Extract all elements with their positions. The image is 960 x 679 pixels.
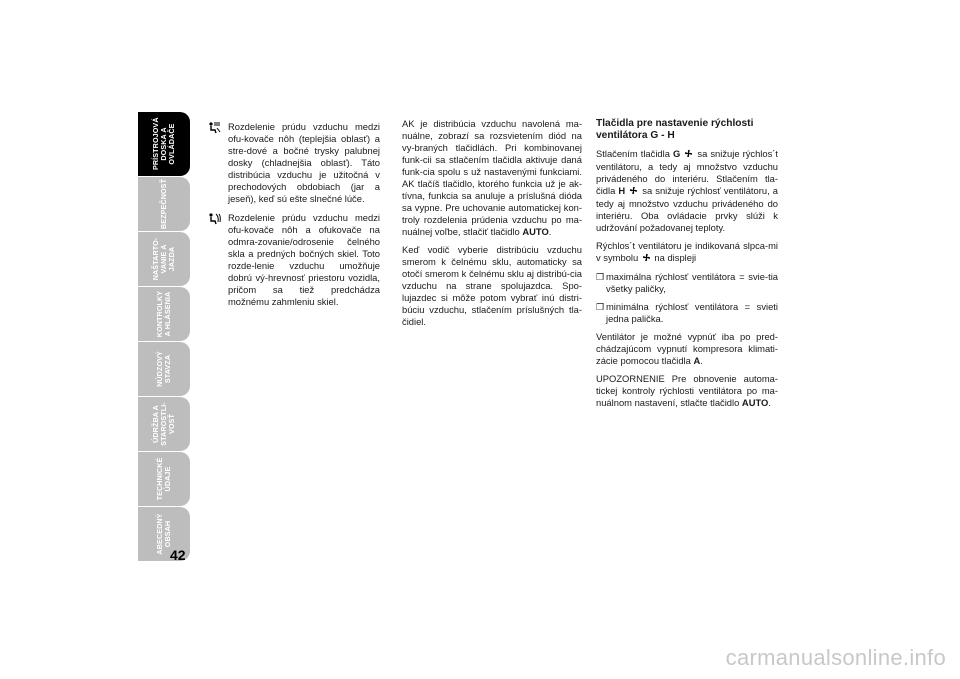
fan-icon: [684, 149, 693, 161]
auto-button-label: AUTO: [522, 226, 549, 237]
tab-label: BEZPEČNOSŤ: [159, 178, 168, 230]
paragraph: Ventilátor je možné vypnúť iba po pred-chádzajúcom vypnutí kompresora klimati-zácie pomocou tlačidla A.: [596, 331, 778, 366]
tab-technicke-udaje[interactable]: [138, 452, 190, 506]
fan-icon: [629, 186, 638, 198]
list-item: ❒ maximálna rýchlosť ventilátora = svie-tia všetky paličky,: [596, 271, 778, 294]
paragraph: UPOZORNENIE Pre obnovenie automa-tickej kontroly rýchlosti ventilátora po ma-nuálnom nastavení, stlačte tlačidlo AUTO.: [596, 373, 778, 408]
section-title: Tlačidla pre nastavenie rýchlosti ventilátora G - H: [596, 118, 754, 141]
item-text: Rozdelenie prúdu vzduchu medzi ofu-kovače nôh a ofukovače na odmra-zovanie/odrosenie čelného skla a predných bočných skiel. Toto rozde-lenie vzduchu umožňuje dobrú vý-hrevnosť priestoru vozidla, pričom sa tiež predchádza možnému zahmleniu skiel.: [228, 212, 380, 307]
tab-nastartovanie[interactable]: [138, 232, 190, 286]
watermark: carmanualsonline.info: [725, 645, 946, 670]
tab-label: ÚDRŽBA A STAROSTLI- VOSŤ: [151, 402, 176, 446]
paragraph: Stlačením tlačidla G sa snižuje rýchlos´t ventilátoru, a tedy aj množstvo vzduchu privádeného do interiéru. Stlačením tla-čidla H sa snižuje rýchlosť ventilátoru, a tedy aj množstvo vzduchu privádeného do interiéru. Oba ovládacie prvky slúži k udržování požadovanej teploty.: [596, 148, 779, 233]
fan-icon: [642, 253, 651, 265]
tab-udrzba[interactable]: [138, 397, 190, 451]
list-item: [208, 121, 380, 205]
list-item: ❒ minimálna rýchlosť ventilátora = svieti jedna palička.: [596, 301, 778, 324]
paragraph: Keď vodič vyberie distribúciu vzduchu smerom k čelnému sklu, automaticky sa otočí smerom k čelnému sklu aj distribú-cia vzduchu na strane spolujazdca. Spo-lujazdec si môže potom vybrať inú distri-búciu vzduchu, stlačením príslušných tla-čidiel.: [402, 244, 582, 327]
button-h-label: H: [618, 185, 626, 196]
button-a-label: A: [693, 355, 701, 366]
page-number: 42: [170, 547, 186, 563]
tab-label: ABECEDNÝ OBSAH: [155, 513, 172, 555]
tab-label: NÚDZOVÝ STAVZA: [155, 351, 172, 387]
tab-bezpecnost[interactable]: [138, 177, 190, 231]
column-3: [596, 118, 778, 415]
tab-pristrojova-doska[interactable]: [138, 112, 190, 176]
checkbox-bullet-icon: ❒: [596, 302, 605, 312]
tab-label: TECHNICKÉ ÚDAJE: [155, 457, 172, 501]
tab-label: KONTROLKY A HLÁSENIA: [155, 290, 172, 338]
tab-nudzovy-stav[interactable]: [138, 342, 190, 396]
air-distribution-feet-windshield-icon: [208, 212, 228, 308]
list-item: [208, 212, 380, 308]
tab-label: NAŠTARTO- VANIE A JAZDA: [151, 237, 176, 281]
auto-button-label: AUTO: [741, 397, 769, 408]
item-text: Rozdelenie prúdu vzduchu medzi ofu-kovače nôh (teplejšia oblasť) a stre-dové a bočné trysky palubnej dosky (chladnejšia oblasť). Táto distribúcia vzduchu je užitočná v prechodových obdobiach (jar a jeseň), keď sú ešte slnečné lúče.: [228, 121, 380, 204]
column-1: [208, 121, 380, 315]
tab-kontrolky[interactable]: [138, 287, 190, 341]
checkbox-bullet-icon: ❒: [596, 272, 605, 282]
button-g-label: G: [672, 148, 681, 159]
column-2: [402, 118, 582, 334]
paragraph: AK je distribúcia vzduchu navolená ma-nuálne, zobrazí sa rozsvietením diód na vy-braných tlačidlách. Pri kombinovanej funk-cii sa stlačením tlačidla aktivuje daná funk-cia spolu s už nastavenými funkciami. AK tlačíš tlačidlo, ktorého funkcia už je ak-tívna, funkcia sa anuluje a príslušná dióda sa vypne. Pre uchovanie automatickej kon-troly rozdelenia prúdenia vzduchu po ma-nuálnej voľbe, stlačiť tlačidlo AUTO.: [402, 118, 582, 237]
air-distribution-feet-face-icon: [208, 121, 228, 205]
chapter-tabs: [138, 112, 190, 562]
paragraph: Rýchlos´t ventilátoru je indikovaná slpca-mi v symbolu na displeji: [596, 240, 778, 263]
tab-label: PRÍSTROJOVÁ DOSKA A OVLÁDAČE: [151, 117, 176, 170]
